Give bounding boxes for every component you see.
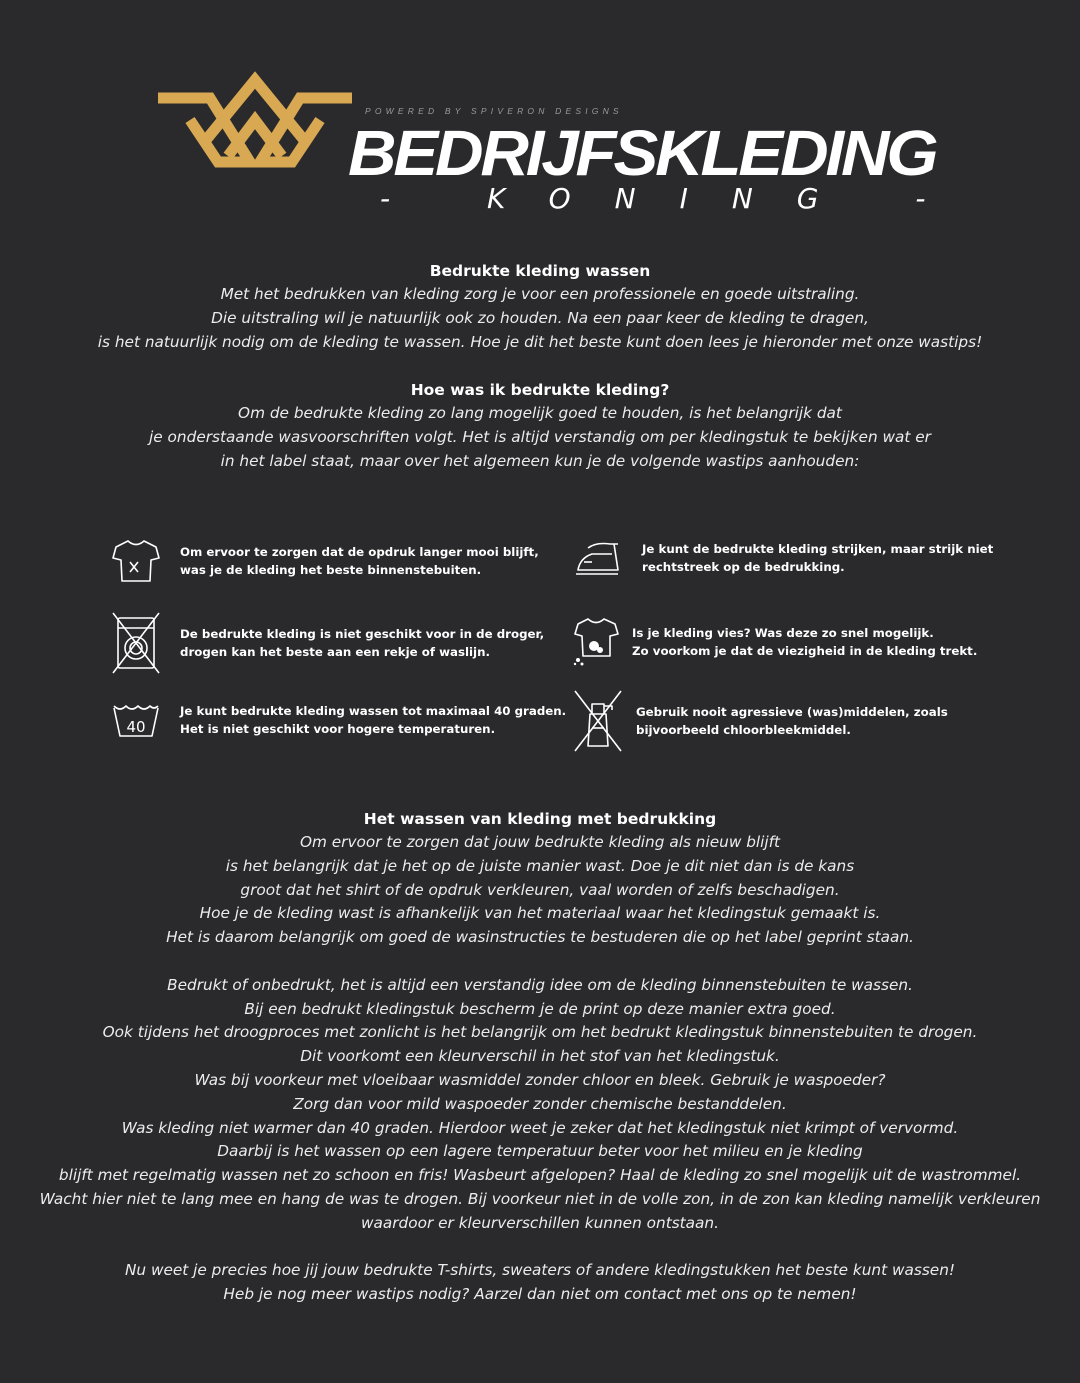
washing-line: Het is daarom belangrijk om goed de wasinstructies te bestuderen die op het label geprint staan.	[166, 928, 914, 947]
washing-line: blijft met regelmatig wassen net zo schoon en fris! Wasbeurt afgelopen? Haal de kleding zo snel mogelijk uit de wastrommel.	[58, 1166, 1022, 1185]
crown-logo-icon	[150, 70, 360, 180]
powered-by-text: POWERED BY SPIVERON DESIGNS	[365, 106, 623, 116]
tip-inside-out	[112, 538, 539, 584]
no-dryer-icon	[112, 612, 160, 674]
intro-title: Bedrukte kleding wassen	[429, 262, 651, 280]
tip-line: drogen kan het beste aan een rekje of waslijn.	[180, 645, 490, 659]
stained-shirt-icon	[572, 616, 620, 668]
tip-no-bleach	[574, 690, 948, 752]
washing-line: Dit voorkomt een kleurverschil in het stof van het kledingstuk.	[300, 1047, 780, 1066]
intro-line: Met het bedrukken van kleding zorg je voor een professionele en goede uitstraling.	[220, 285, 860, 303]
wash-temperature: 40	[126, 718, 146, 736]
closing-line: Heb je nog meer wastips nodig? Aarzel dan niet om contact met ons op te nemen!	[223, 1285, 857, 1304]
washing-line: Was kleding niet warmer dan 40 graden. Hierdoor weet je zeker dat het kledingstuk niet krimpt of vervormd.	[121, 1118, 959, 1137]
intro-line: Die uitstraling wil je natuurlijk ook zo houden. Na een paar keer de kleding te dragen,	[211, 308, 869, 327]
tip-line: was je de kleding het beste binnenstebuiten.	[180, 563, 482, 577]
tip-line: bijvoorbeeld chloorbleekmiddel.	[636, 723, 851, 737]
tip-iron	[574, 538, 993, 578]
intro-line: is het natuurlijk nodig om de kleding te wassen. Hoe je dit het beste kunt doen lees je hieronder met onze wastips!	[97, 332, 983, 351]
tip-line: De bedrukte kleding is niet geschikt voor in de droger,	[180, 627, 545, 641]
brand-logo	[150, 70, 970, 220]
how-line: Om de bedrukte kleding zo lang mogelijk goed te houden, is het belangrijk dat	[238, 404, 842, 423]
tip-line: Je kunt de bedrukte kleding strijken, maar strijk niet	[642, 542, 994, 556]
tip-no-dryer	[112, 612, 544, 674]
tip-line: Zo voorkom je dat de viezigheid in de kleding trekt.	[632, 644, 978, 658]
washing-line: groot dat het shirt of de opdruk verkleuren, vaal worden of zelfs beschadigen.	[240, 880, 840, 899]
washing-line: Om ervoor te zorgen dat jouw bedrukte kleding als nieuw blijft	[299, 833, 781, 851]
washing-line: Wacht hier niet te lang mee en hang de was te drogen. Bij voorkeur niet in de volle zon, in de zon kan kleding namelijk verkleuren	[39, 1189, 1041, 1208]
closing-line: Nu weet je precies hoe jij jouw bedrukte T-shirts, sweaters of andere kledingstukken het beste kunt wassen!	[124, 1261, 956, 1280]
washing-line: Daarbij is het wassen op een lagere temperatuur beter voor het milieu en je kleding	[217, 1142, 863, 1161]
tip-line: rechtstreek op de bedrukking.	[642, 560, 845, 574]
tip-line: Om ervoor te zorgen dat de opdruk langer mooi blijft,	[180, 545, 539, 559]
washing-line: Bedrukt of onbedrukt, het is altijd een verstandig idee om de kleding binnenstebuiten te wassen.	[167, 975, 913, 994]
washing-line: Zorg dan voor mild waspoeder zonder chemische bestanddelen.	[293, 1094, 787, 1113]
intro-section	[0, 259, 1080, 474]
washing-line: is het belangrijk dat je het op de juiste manier wast. Doe je dit niet dan is de kans	[225, 856, 855, 875]
tip-stains	[572, 616, 977, 668]
tip-wash-40	[112, 700, 566, 740]
iron-icon	[574, 538, 622, 578]
inside-out-shirt-icon	[112, 538, 160, 584]
no-bleach-spray-icon	[574, 690, 622, 752]
tip-line: Je kunt bedrukte kleding wassen tot maximaal 40 graden.	[180, 704, 567, 718]
tip-line: Gebruik nooit agressieve (was)middelen, zoals	[636, 705, 948, 719]
how-line: je onderstaande wasvoorschriften volgt. Het is altijd verstandig om per kledingstuk te bekijken wat er	[149, 427, 931, 446]
washing-line: Bij een bedrukt kledingstuk bescherm je de print op deze manier extra goed.	[244, 999, 836, 1018]
tip-line: Is je kleding vies? Was deze zo snel mogelijk.	[632, 626, 934, 640]
washing-title: Het wassen van kleding met bedrukking	[363, 810, 717, 828]
washing-line: Was bij voorkeur met vloeibaar wasmiddel zonder chloor en bleek. Gebruik je waspoeder?	[194, 1070, 886, 1089]
how-title: Hoe was ik bedrukte kleding?	[410, 381, 670, 400]
washing-line: Hoe je de kleding wast is afhankelijk van het materiaal waar het kledingstuk gemaakt is.	[199, 904, 881, 923]
washing-line: waardoor er kleurverschillen kunnen ontstaan.	[361, 1213, 719, 1232]
washing-section	[0, 807, 1080, 1307]
washing-line: Ook tijdens het droogproces met zonlicht is het belangrijk om het bedrukt kledingstuk binnenstebuiten te drogen.	[102, 1023, 978, 1042]
brand-name: BEDRIJFSKLEDING	[348, 117, 936, 189]
wash-40-icon	[112, 700, 160, 740]
how-line: in het label staat, maar over het algemeen kun je de volgende wastips aanhouden:	[220, 451, 860, 470]
brand-subtitle: - KONING -	[380, 182, 970, 215]
tip-line: Het is niet geschikt voor hogere temperaturen.	[180, 722, 496, 736]
